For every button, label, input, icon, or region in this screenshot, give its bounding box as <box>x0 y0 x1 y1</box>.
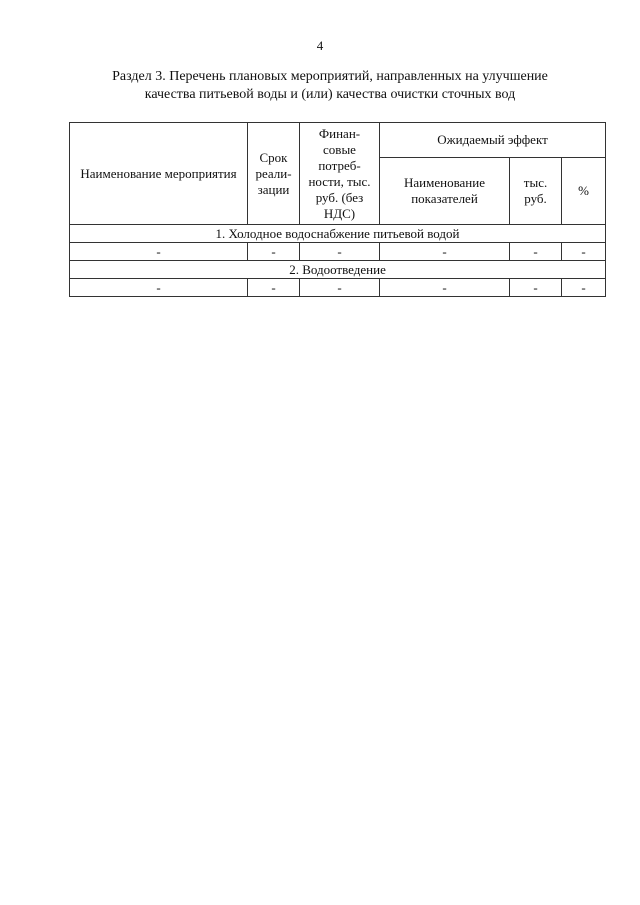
section-title-line-1: Раздел 3. Перечень плановых мероприятий, направленных на улучшение <box>112 69 548 84</box>
header-expected-effect: Ожидаемый эффект <box>380 123 606 158</box>
table-cell: - <box>510 279 562 297</box>
measures-table <box>69 122 606 297</box>
header-event-name: Наименование мероприятия <box>70 123 248 225</box>
table-cell: - <box>70 243 248 261</box>
header-percent: % <box>562 158 606 225</box>
page-number: 4 <box>316 38 324 53</box>
header-term: Срок реали- зации <box>248 123 300 225</box>
section-title <box>80 68 580 104</box>
header-thousand-rub: тыс. руб. <box>510 158 562 225</box>
table-cell: - <box>248 243 300 261</box>
table-cell: - <box>300 243 380 261</box>
header-indicator-name: Наименование показателей <box>380 158 510 225</box>
table-cell: - <box>380 243 510 261</box>
table-cell: - <box>248 279 300 297</box>
section-row-cold-water: 1. Холодное водоснабжение питьевой водой <box>70 225 606 243</box>
table-cell: - <box>380 279 510 297</box>
header-financial-needs: Финан- совые потреб- ности, тыс. руб. (без НДС) <box>300 123 380 225</box>
section-row-drainage: 2. Водоотведение <box>70 261 606 279</box>
table-cell: - <box>300 279 380 297</box>
table-cell: - <box>562 243 606 261</box>
table-row <box>70 279 606 297</box>
table-cell: - <box>70 279 248 297</box>
section-title-line-2: качества питьевой воды и (или) качества очистки сточных вод <box>144 87 516 102</box>
table-cell: - <box>510 243 562 261</box>
table-row <box>70 243 606 261</box>
table-cell: - <box>562 279 606 297</box>
